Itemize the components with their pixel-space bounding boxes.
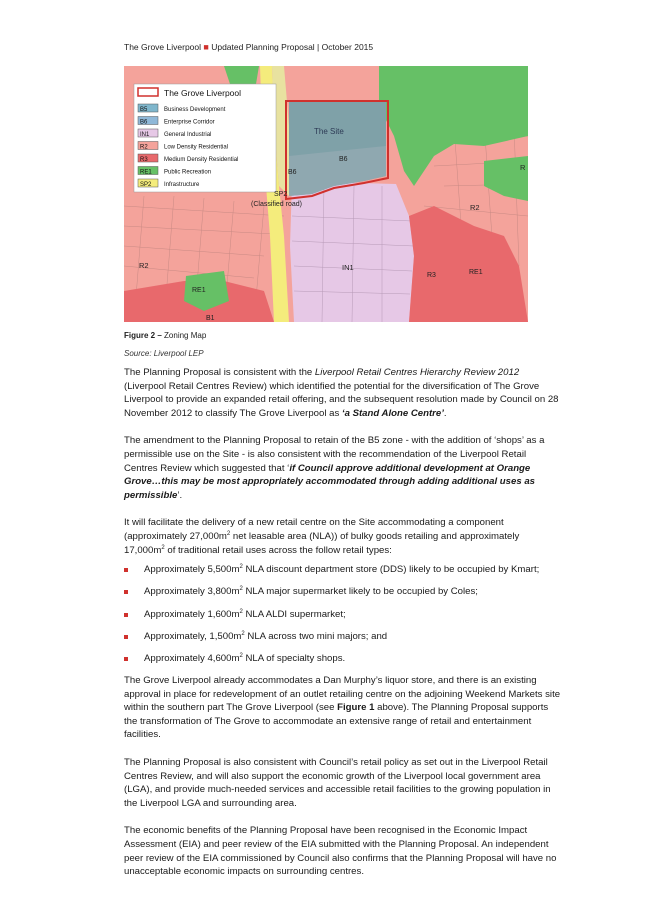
bullet-icon	[124, 657, 128, 661]
p1-text-c: (Liverpool Retail Centres Review) which identified the potential for the diversification of The Grove Liverpool to provide an expanded retail offering, and the subsequent resolution made by Council on 28 November 2012 to classify The Grove Liverpool as	[124, 380, 559, 419]
paragraph-5: The Planning Proposal is also consistent with Council’s retail policy as set out in the Liverpool Retail Centres Review, and will also support the economic growth of the Liverpool local government area (LGA), and provide much-needed services and accessible retail facilities to the growing population in the Liverpool LGA and surrounding area.	[124, 757, 551, 809]
bullet-text-a: Approximately 3,800m	[144, 586, 240, 598]
bullet-sup: 2	[239, 563, 243, 570]
p4-figure-ref: Figure 1	[337, 702, 375, 714]
figure-source: Source: Liverpool LEP	[124, 349, 204, 358]
list-item	[124, 585, 562, 599]
bullet-text-b: NLA ALDI supermarket;	[242, 608, 346, 620]
p3-text-b: net leasable area (NLA)) of bulky goods retailing and approximately 17,000m	[124, 530, 520, 556]
p4-text-c: above). The Planning Proposal supports the transformation of The Grove to accommodate an extensive range of retail and entertainment facilities.	[124, 702, 549, 741]
figure-dash: –	[155, 331, 165, 340]
map-label-r3: R3	[427, 272, 436, 279]
bullet-text-b: NLA major supermarket likely to be occupied by Coles;	[242, 586, 478, 598]
p3-sup-2: 2	[161, 544, 165, 551]
map-label-site: The Site	[314, 127, 344, 136]
legend-code-r3: R3	[140, 157, 148, 163]
bullet-icon	[124, 613, 128, 617]
legend-label-r2: Low Density Residential	[164, 144, 229, 151]
legend-label-sp2: Infrastructure	[164, 182, 200, 188]
list-item	[124, 652, 562, 666]
bullet-text-b: NLA of specialty shops.	[242, 652, 346, 664]
map-label-re1-right: RE1	[469, 269, 483, 276]
map-label-b6: B6	[288, 169, 297, 176]
bullet-sup: 2	[239, 608, 243, 615]
header-title: The Grove Liverpool	[124, 42, 202, 52]
map-label-re1-left: RE1	[192, 287, 206, 294]
map-label-classified-road: (Classified road)	[251, 201, 302, 208]
zoning-map-graphic	[124, 66, 528, 322]
header-subtitle: Updated Planning Proposal | October 2015	[211, 42, 374, 52]
paragraph-3	[124, 516, 562, 557]
legend-label-r3: Medium Density Residential	[164, 157, 239, 163]
bullet-sup: 2	[239, 586, 243, 593]
map-label-r2-right: R2	[470, 203, 480, 212]
bullet-icon	[124, 568, 128, 572]
paragraph-6: The economic benefits of the Planning Proposal have been recognised in the Economic Impact Assessment (EIA) and peer review of the EIA submitted with the Planning Proposal. An independent peer review of the EIA commissioned by Council also confirms that the Planning Proposal will have no unacceptable economic impacts on surrounding centres.	[124, 825, 557, 878]
header-separator-dot: ■	[203, 42, 209, 52]
p2-text-a: The amendment to the Planning Proposal to retain of the B5 zone - with the addition of ‘shops’ as a permissible use on the Site - is also consistent with the recommendation of the Liverpool Retail Centres Review which suggested that ‘	[124, 435, 545, 474]
list-item	[124, 630, 562, 644]
map-label-b6-inner: B6	[339, 156, 348, 163]
list-item	[124, 608, 562, 622]
legend-code-b5: B5	[140, 107, 148, 113]
legend-label-b5: Business Development	[164, 107, 226, 113]
bullet-text-a: Approximately 5,500m	[144, 564, 240, 576]
bullet-sup: 2	[241, 630, 245, 637]
p2-text-b: if Council approve additional development at Orange Grove…this may be most appropriately accommodated through adding additional uses as permissible	[124, 462, 536, 501]
page-header	[124, 42, 373, 52]
map-label-r2-left: R2	[139, 261, 149, 270]
map-label-sp2: SP2	[274, 191, 288, 198]
p3-text-c: of traditional retail uses across the follow retail types:	[164, 544, 392, 556]
bullet-text-a: Approximately 1,600m	[144, 608, 240, 620]
paragraph-1	[124, 366, 562, 420]
paragraph-4	[124, 674, 562, 742]
bullet-text-b: NLA discount department store (DDS) likely to be occupied by Kmart;	[242, 564, 540, 576]
p3-sup-1: 2	[226, 530, 231, 537]
legend-code-r2: R2	[140, 144, 148, 151]
bullet-icon	[124, 590, 128, 594]
map-legend-box	[134, 84, 276, 192]
p1-text-b: Liverpool Retail Centres Hierarchy Review 2012	[314, 367, 520, 378]
p1-text-d: ‘a Stand Alone Centre’	[341, 407, 444, 419]
bullet-sup: 2	[239, 652, 243, 659]
p3-text-a: It will facilitate the delivery of a new retail centre on the Site accommodating a component (approximately 27,000m	[124, 517, 504, 542]
retail-types-list	[124, 563, 562, 665]
paragraph-2	[124, 434, 562, 502]
document-body	[124, 366, 562, 893]
legend-title: The Grove Liverpool	[164, 88, 242, 98]
legend-code-b6: B6	[140, 119, 148, 126]
map-label-b1: B1	[206, 315, 215, 322]
map-label-in1: IN1	[342, 263, 354, 272]
p4-text-a: The Grove Liverpool already accommodates a Dan Murphy’s liquor store, and there is an existing approval in place for redevelopment of an outlet retailing centre on the adjoining Weekend Markets site within the southern part The Grove Liverpool (see	[124, 675, 561, 714]
figure-number: Figure 2	[124, 331, 156, 340]
legend-code-sp2: SP2	[140, 182, 152, 188]
figure-caption	[124, 331, 206, 340]
p1-text-e: .	[443, 407, 447, 419]
legend-label-b6: Enterprise Corridor	[164, 119, 215, 126]
zoning-map	[124, 66, 528, 322]
legend-code-re1: RE1	[140, 169, 152, 176]
bullet-text-a: Approximately 4,600m	[144, 652, 240, 664]
bullet-text-a: Approximately, 1,500m	[144, 630, 242, 642]
list-item	[124, 563, 562, 577]
map-zone-in1	[290, 181, 414, 322]
bullet-text-b: NLA across two mini majors; and	[244, 630, 388, 642]
map-label-r-edge: R	[520, 163, 526, 172]
legend-label-in1: General Industrial	[164, 132, 212, 138]
legend-label-re1: Public Recreation	[164, 169, 212, 176]
bullet-icon	[124, 635, 128, 639]
p1-text-a: The Planning Proposal is consistent with the	[124, 367, 315, 378]
figure-caption-text: Zoning Map	[164, 331, 207, 340]
p2-text-c: ’.	[177, 489, 183, 501]
legend-code-in1: IN1	[140, 132, 150, 138]
